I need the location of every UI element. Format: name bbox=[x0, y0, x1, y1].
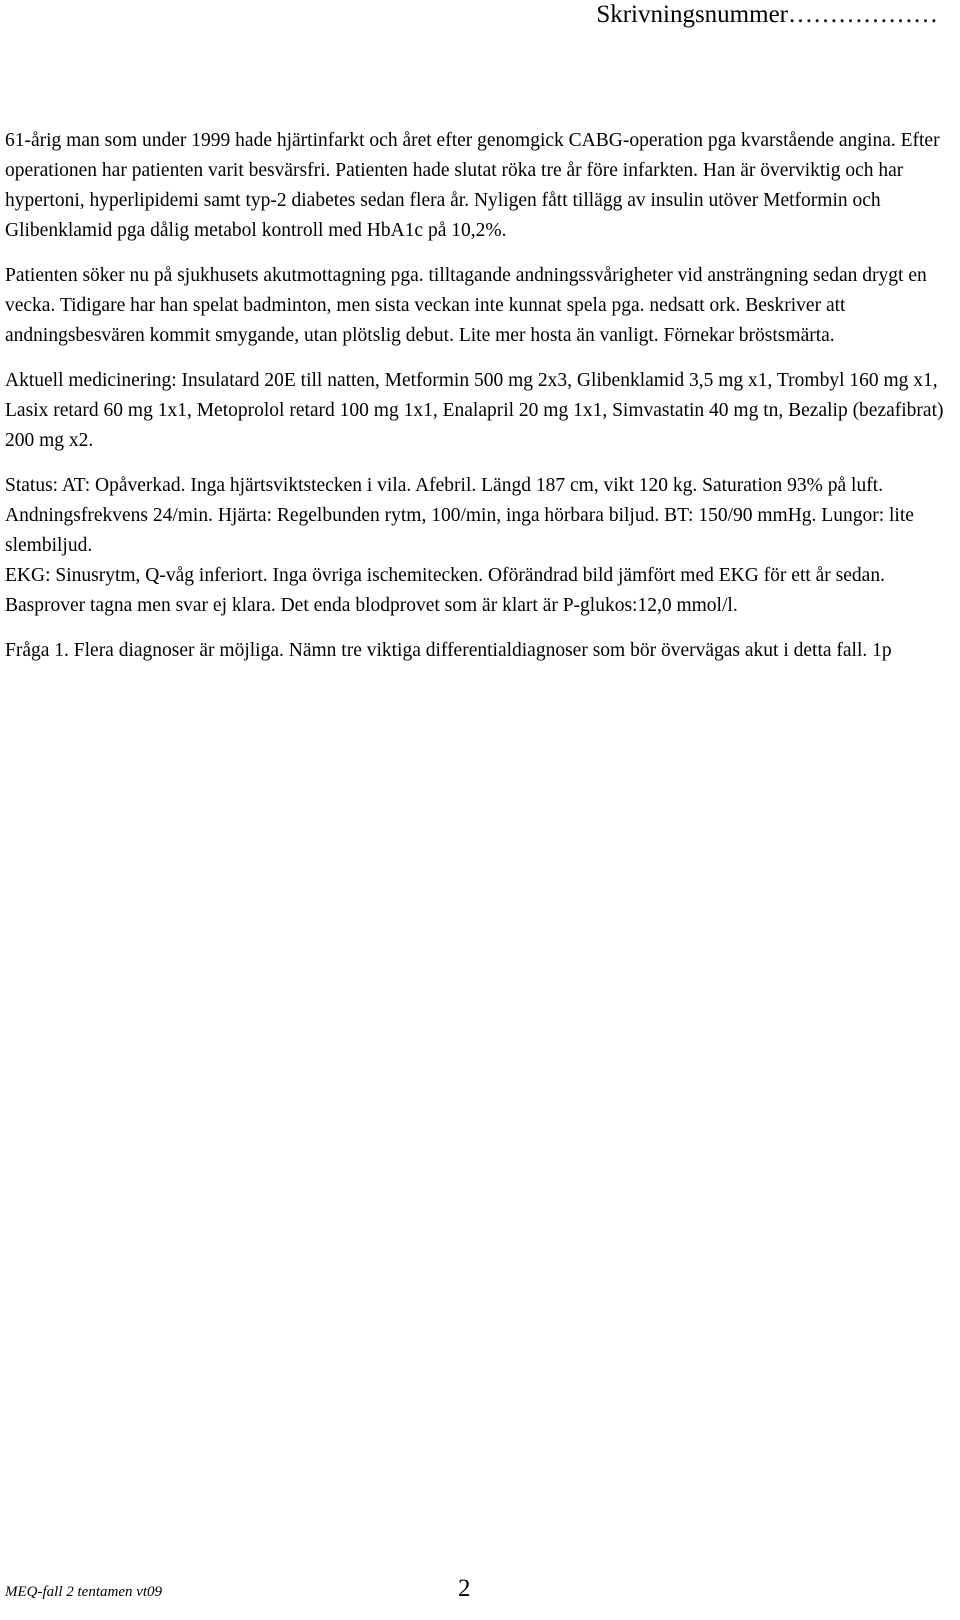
page-number: 2 bbox=[458, 1575, 471, 1602]
status-paragraph: Status: AT: Opåverkad. Inga hjärtsviktstecken i vila. Afebril. Längd 187 cm, vikt 120 kg. Saturation 93% på luft. Andningsfrekvens 24/min. Hjärta: Regelbunden rytm, 100/min, inga hörbara biljud. BT: 150/90 mmHg. Lungor: lite slembiljud. bbox=[5, 475, 914, 556]
case-text bbox=[5, 126, 945, 681]
question-paragraph: Fråga 1. Flera diagnoser är möjliga. Nämn tre viktiga differentialdiagnoser som bör övervägas akut i detta fall. 1p bbox=[5, 640, 892, 661]
footer-document-label: MEQ-fall 2 tentamen vt09 bbox=[5, 1584, 163, 1600]
medication-paragraph: Aktuell medicinering: Insulatard 20E till natten, Metformin 500 mg 2x3, Glibenklamid 3,5 mg x1, Trombyl 160 mg x1, Lasix retard 60 mg 1x1, Metoprolol retard 100 mg 1x1, Enalapril 20 mg 1x1, Simvastatin 40 mg tn, Bezalip (bezafibrat) 200 mg x2. bbox=[5, 370, 944, 451]
lab-paragraph: Basprover tagna men svar ej klara. Det enda blodprovet som är klart är P-glukos:12,0 mmol/l. bbox=[5, 595, 738, 616]
ecg-paragraph: EKG: Sinusrytm, Q-våg inferiort. Inga övriga ischemitecken. Oförändrad bild jämfört med EKG för ett år sedan. bbox=[5, 565, 885, 586]
case-history-paragraph: 61-årig man som under 1999 hade hjärtinfarkt och året efter genomgick CABG-operation pga kvarstående angina. Efter operationen har patienten varit besvärsfri. Patienten hade slutat röka tre år före infarkten. Han är överviktig och har hypertoni, hyperlipidemi samt typ-2 diabetes sedan flera år. Nyligen fått tillägg av insulin utöver Metformin och Glibenklamid pga dålig metabol kontroll med HbA1c på 10,2%. bbox=[5, 130, 940, 241]
skrivningsnummer-header: Skrivningsnummer……………… bbox=[596, 1, 938, 28]
current-complaint-paragraph: Patienten söker nu på sjukhusets akutmottagning pga. tilltagande andningssvårigheter vid ansträngning sedan drygt en vecka. Tidigare har han spelat badminton, men sista veckan inte kunnat spela pga. nedsatt ork. Beskriver att andningsbesvären kommit smygande, utan plötslig debut. Lite mer hosta än vanligt. Förnekar bröstsmärta. bbox=[5, 265, 927, 346]
